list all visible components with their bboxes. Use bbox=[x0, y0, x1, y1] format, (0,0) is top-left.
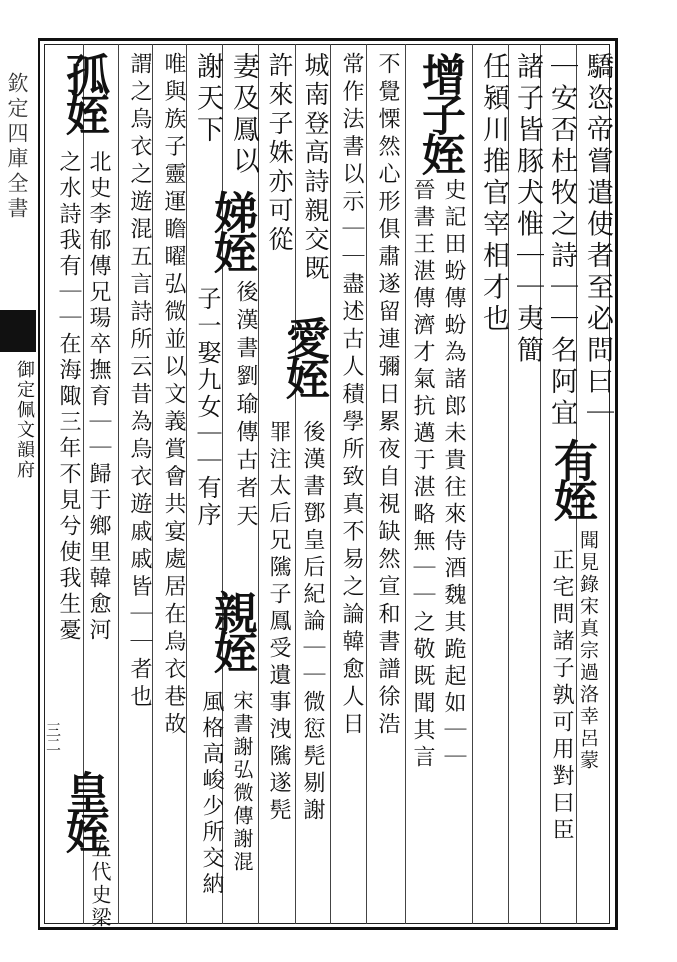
page-number: 三二 bbox=[44, 722, 62, 752]
text-column: 驕恣帝嘗遣使者至必問曰｜ bbox=[582, 52, 613, 430]
column-rule bbox=[118, 44, 119, 924]
entry-note: 晉書王湛傳濟才氣抗邁于湛略無｜｜之敬既聞其言 bbox=[410, 178, 435, 772]
entry-headword: 孤姪 bbox=[58, 52, 109, 132]
text-column: 諸子皆豚犬惟｜｜夷簡 bbox=[512, 52, 543, 367]
entry-headword: 愛姪 bbox=[278, 316, 329, 396]
text-column: 任潁川推官宰相才也 bbox=[478, 52, 509, 336]
text-column: 謝天下 bbox=[192, 52, 223, 147]
left-margin bbox=[0, 20, 36, 940]
column-rule bbox=[472, 44, 473, 924]
entry-note: 之水詩我有｜｜在海陬三年不見兮使我生憂 bbox=[56, 150, 81, 644]
entry-note: 北史李郁傳兄瑒卒撫育｜｜歸于鄉里韓愈河 bbox=[86, 150, 111, 644]
margin-title: 欽定四庫全書 bbox=[5, 72, 29, 222]
text-column: 風格高峻少所交納 bbox=[199, 690, 224, 898]
text-column: ｜安否杜牧之詩｜｜名阿宜 bbox=[546, 52, 577, 430]
entry-headword: 增子姪 bbox=[414, 52, 465, 172]
column-rule bbox=[295, 44, 296, 924]
entry-headword: 娣姪 bbox=[206, 190, 257, 270]
text-column: 正宅問諸子孰可用對曰臣 bbox=[549, 548, 574, 845]
text-column: 唯與族子靈運瞻曜弘微並以文義賞會共宴處居在烏衣巷故 bbox=[161, 52, 186, 740]
text-column: 常作法書以示｜｜盡述古人積學所致真不易之論韓愈人日 bbox=[339, 52, 364, 740]
text-column: 不覺慄然心形俱肅遂留連彌日累夜自視缺然宣和書譜徐浩 bbox=[375, 52, 400, 740]
entry-note: 五代史梁 bbox=[88, 838, 112, 930]
text-column: 城南登高詩親交既 bbox=[301, 52, 330, 284]
entry-note: 宋書謝弘微傳謝混 bbox=[230, 690, 254, 874]
column-rule bbox=[366, 44, 367, 924]
column-rule bbox=[405, 44, 406, 924]
margin-book-title: 御定佩文韻府 bbox=[14, 360, 35, 480]
text-column: 子一娶九女｜｜有序 bbox=[193, 286, 221, 529]
entry-note: 後漢書劉瑜傳古者天 bbox=[233, 280, 258, 532]
fish-tail-mark bbox=[0, 310, 36, 352]
entry-headword: 有姪 bbox=[546, 438, 597, 518]
entry-headword: 皇姪 bbox=[58, 770, 109, 850]
entry-note: 罪注太后兄隲子鳳受遺事洩隲遂髡 bbox=[266, 420, 291, 825]
text-column: 妻及鳳以 bbox=[228, 52, 259, 178]
text-column: 謂之烏衣之遊混五言詩所云昔為烏衣遊戚戚皆｜｜者也 bbox=[127, 52, 152, 712]
entry-note: 聞見錄宋真宗過洛幸呂蒙 bbox=[577, 530, 599, 772]
text-column: 許來子姝亦可從 bbox=[265, 52, 294, 255]
entry-headword: 親姪 bbox=[206, 590, 257, 670]
entry-note: 史記田蚡傳蚡為諸郎未貴往來侍酒魏其跪起如｜｜ bbox=[441, 178, 466, 772]
column-rule bbox=[330, 44, 331, 924]
entry-note: 後漢書鄧皇后紀論｜｜微愆髡剔謝 bbox=[300, 420, 325, 825]
